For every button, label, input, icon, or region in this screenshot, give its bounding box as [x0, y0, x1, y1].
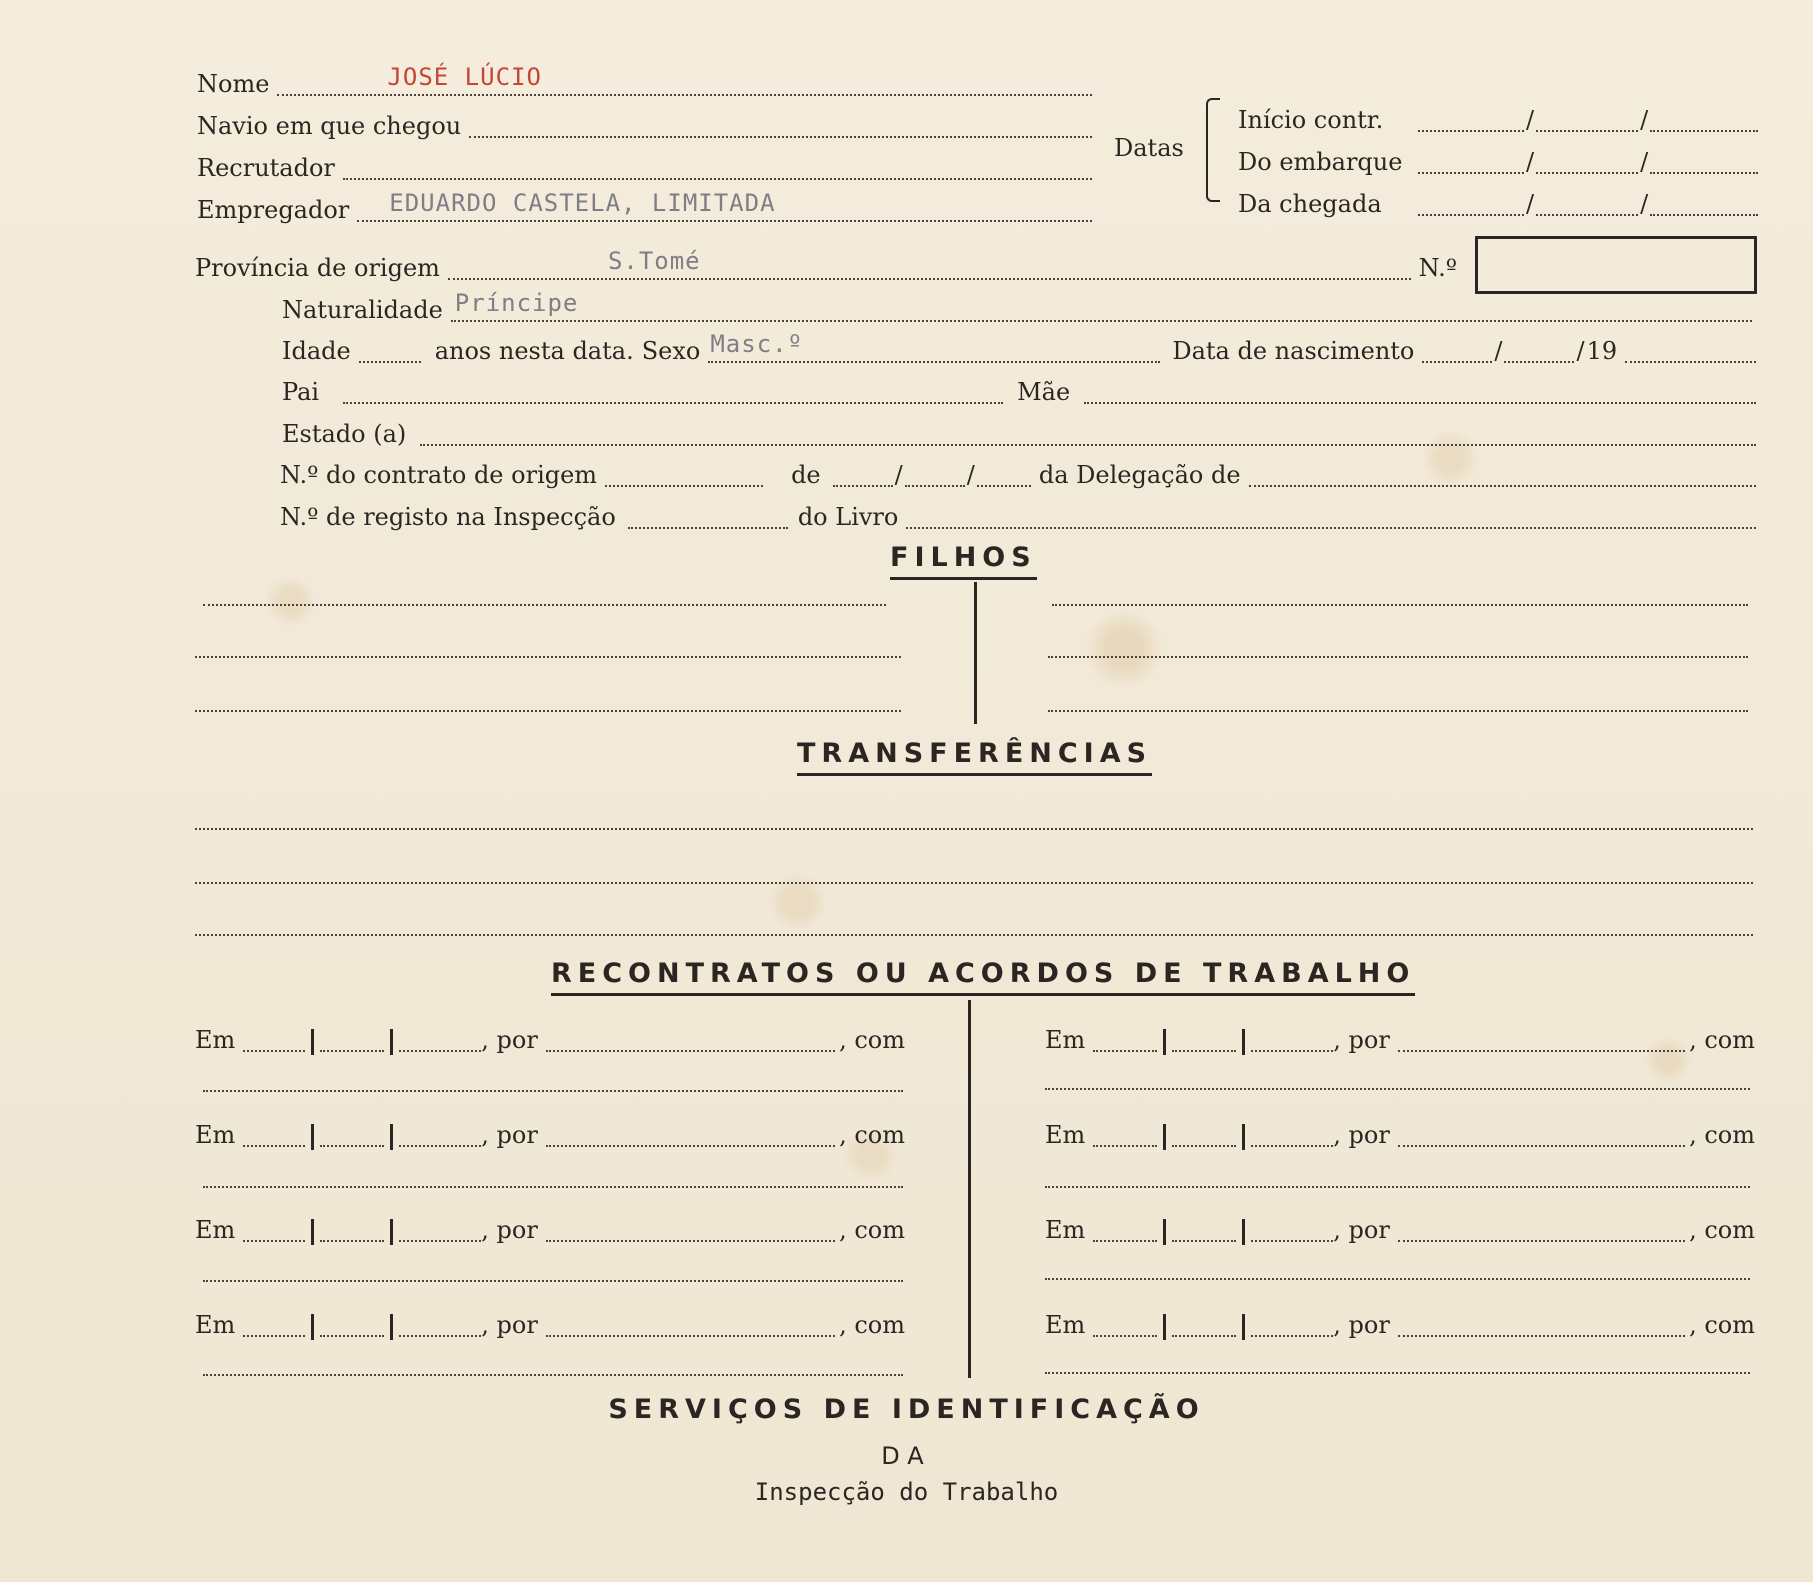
- recontrato-left-1-line[interactable]: [203, 1090, 903, 1092]
- empregador-value: EDUARDO CASTELA, LIMITADA: [389, 189, 776, 217]
- datas-inicio-day[interactable]: [1418, 100, 1524, 132]
- footer-da: DA: [881, 1442, 932, 1470]
- recrutador-row: [197, 148, 1092, 183]
- empregador-label: Empregador: [197, 196, 350, 224]
- sexo-label: Sexo: [641, 337, 701, 365]
- nome-value: JOSÉ LÚCIO: [387, 63, 542, 91]
- registo-label: N.º de registo na Inspecção: [280, 503, 616, 531]
- contrato-de-label: de: [791, 461, 821, 489]
- contrato-field[interactable]: [605, 455, 763, 487]
- recontrato-right-4: Em , por , com: [1045, 1305, 1755, 1340]
- em-day-field[interactable]: [1093, 1020, 1157, 1052]
- filhos-heading: FILHOS: [890, 542, 1037, 580]
- navio-row: [197, 106, 1092, 141]
- footer-inspeccao: Inspecção do Trabalho: [754, 1478, 1059, 1506]
- em-day-field[interactable]: [243, 1115, 305, 1147]
- datas-embarque-row: Do embarque / /: [1238, 142, 1758, 177]
- por-field[interactable]: [546, 1210, 835, 1242]
- em-month-field[interactable]: [1172, 1305, 1236, 1337]
- contrato-day[interactable]: [833, 455, 893, 487]
- provincia-value: S.Tomé: [607, 247, 701, 275]
- filhos-divider: [974, 582, 977, 724]
- transferencias-line-3[interactable]: [195, 934, 1753, 936]
- filhos-line-right-3[interactable]: [1048, 710, 1748, 712]
- em-month-field[interactable]: [1172, 1210, 1236, 1242]
- recontrato-right-2: Em , por , com: [1045, 1115, 1755, 1150]
- por-field[interactable]: [546, 1020, 835, 1052]
- em-month-field[interactable]: [1172, 1020, 1236, 1052]
- recontrato-left-4-line[interactable]: [203, 1374, 903, 1376]
- datas-embarque-year[interactable]: [1650, 142, 1758, 174]
- datas-embarque-label: Do embarque: [1238, 148, 1403, 176]
- datas-inicio-month[interactable]: [1536, 100, 1638, 132]
- filhos-line-left-1[interactable]: [203, 604, 886, 606]
- em-day-field[interactable]: [243, 1305, 305, 1337]
- datas-chegada-row: Da chegada / /: [1238, 184, 1758, 219]
- filhos-line-right-1[interactable]: [1052, 604, 1748, 606]
- empregador-field[interactable]: [357, 190, 1092, 222]
- naturalidade-row: [282, 290, 1752, 325]
- anos-label: anos nesta data.: [434, 337, 634, 365]
- navio-field[interactable]: [469, 106, 1092, 138]
- delegacao-field[interactable]: [1249, 455, 1756, 487]
- nascimento-month[interactable]: [1504, 331, 1574, 363]
- naturalidade-label: Naturalidade: [282, 296, 443, 324]
- nome-label: Nome: [197, 70, 270, 98]
- datas-inicio-year[interactable]: [1650, 100, 1758, 132]
- em-year-field[interactable]: [1251, 1305, 1333, 1337]
- registo-field[interactable]: [628, 497, 788, 529]
- recontrato-left-3: Em , por , com: [195, 1210, 905, 1245]
- empregador-row: [197, 190, 1092, 225]
- filhos-line-right-2[interactable]: [1048, 656, 1748, 658]
- footer-title: SERVIÇOS DE IDENTIFICAÇÃO: [608, 1394, 1205, 1425]
- nome-field[interactable]: [277, 64, 1092, 96]
- idade-label: Idade: [282, 337, 351, 365]
- recontrato-left-2-line[interactable]: [203, 1186, 903, 1188]
- datas-inicio-row: Início contr. / /: [1238, 100, 1758, 135]
- livro-field[interactable]: [906, 497, 1756, 529]
- datas-label: Datas: [1114, 134, 1184, 162]
- em-year-field[interactable]: [399, 1305, 481, 1337]
- pai-field[interactable]: [343, 372, 1003, 404]
- estado-row: [282, 414, 1756, 449]
- numero-box[interactable]: [1475, 236, 1757, 294]
- por-field[interactable]: [1398, 1210, 1685, 1242]
- mae-field[interactable]: [1084, 372, 1756, 404]
- naturalidade-field[interactable]: [451, 290, 1752, 322]
- pais-row: [282, 372, 1756, 407]
- nascimento-year-prefix: 19: [1586, 337, 1618, 365]
- por-field[interactable]: [1398, 1020, 1685, 1052]
- em-day-field[interactable]: [1093, 1305, 1157, 1337]
- registo-row: [280, 497, 1756, 532]
- estado-field[interactable]: [420, 414, 1756, 446]
- em-year-field[interactable]: [399, 1115, 481, 1147]
- nascimento-year[interactable]: [1625, 331, 1756, 363]
- livro-label: do Livro: [797, 503, 899, 531]
- recontrato-right-2-line[interactable]: [1045, 1186, 1750, 1188]
- recontrato-right-3: Em , por , com: [1045, 1210, 1755, 1245]
- idade-row: Idade anos nesta data. Sexo Masc.º Data de nascimento / / 19: [282, 331, 1756, 366]
- filhos-line-left-2[interactable]: [195, 656, 901, 658]
- recontrato-right-1: Em , por , com: [1045, 1020, 1755, 1055]
- em-day-field[interactable]: [243, 1020, 305, 1052]
- transferencias-line-1[interactable]: [195, 828, 1753, 830]
- numero-label: N.º: [1418, 254, 1457, 282]
- em-year-field[interactable]: [1251, 1210, 1333, 1242]
- navio-label: Navio em que chegou: [197, 112, 462, 140]
- datas-chegada-label: Da chegada: [1238, 190, 1382, 218]
- transferencias-heading: TRANSFERÊNCIAS: [797, 738, 1152, 776]
- sexo-field[interactable]: [708, 331, 1160, 363]
- em-year-field[interactable]: [399, 1210, 481, 1242]
- recontrato-right-1-line[interactable]: [1045, 1088, 1750, 1090]
- idade-field[interactable]: [359, 331, 421, 363]
- datas-chegada-month[interactable]: [1536, 184, 1638, 216]
- recontrato-left-2: Em , por , com: [195, 1115, 905, 1150]
- por-field[interactable]: [546, 1115, 835, 1147]
- em-month-field[interactable]: [320, 1210, 384, 1242]
- recontrato-left-1: Em , por , com: [195, 1020, 905, 1055]
- pai-label: Pai: [282, 378, 320, 406]
- datas-chegada-year[interactable]: [1650, 184, 1758, 216]
- transferencias-line-2[interactable]: [195, 882, 1753, 884]
- estado-label: Estado (a): [282, 420, 407, 448]
- provincia-label: Província de origem: [195, 254, 440, 282]
- naturalidade-value: Príncipe: [454, 289, 579, 317]
- por-field[interactable]: [1398, 1305, 1685, 1337]
- nascimento-label: Data de nascimento: [1172, 337, 1415, 365]
- contrato-year[interactable]: [977, 455, 1031, 487]
- mae-label: Mãe: [1017, 378, 1071, 406]
- recrutador-label: Recrutador: [197, 154, 335, 182]
- sexo-value: Masc.º: [710, 330, 804, 358]
- em-month-field[interactable]: [320, 1020, 384, 1052]
- datas-inicio-label: Início contr.: [1238, 106, 1384, 134]
- recontrato-right-4-line[interactable]: [1045, 1372, 1750, 1374]
- recontratos-heading: RECONTRATOS OU ACORDOS DE TRABALHO: [551, 958, 1415, 996]
- contrato-label: N.º do contrato de origem: [280, 461, 598, 489]
- recontratos-divider: [968, 1000, 971, 1378]
- contrato-month[interactable]: [905, 455, 965, 487]
- recrutador-field[interactable]: [343, 148, 1092, 180]
- provincia-row: [195, 248, 1465, 283]
- em-day-field[interactable]: [1093, 1210, 1157, 1242]
- em-year-field[interactable]: [399, 1020, 481, 1052]
- em-year-field[interactable]: [1251, 1115, 1333, 1147]
- em-month-field[interactable]: [1172, 1115, 1236, 1147]
- contrato-row: N.º do contrato de origem de / / da Delegação de: [280, 455, 1756, 490]
- por-field[interactable]: [1398, 1115, 1685, 1147]
- datas-brace: [1206, 98, 1220, 202]
- recontrato-left-4: Em , por , com: [195, 1305, 905, 1340]
- em-year-field[interactable]: [1251, 1020, 1333, 1052]
- delegacao-label: da Delegação de: [1038, 461, 1241, 489]
- por-field[interactable]: [546, 1305, 835, 1337]
- datas-chegada-day[interactable]: [1418, 184, 1524, 216]
- em-day-field[interactable]: [243, 1210, 305, 1242]
- provincia-field[interactable]: [448, 248, 1411, 280]
- datas-embarque-month[interactable]: [1536, 142, 1638, 174]
- recontrato-left-3-line[interactable]: [203, 1280, 903, 1282]
- em-month-field[interactable]: [320, 1115, 384, 1147]
- nascimento-day[interactable]: [1422, 331, 1492, 363]
- recontrato-right-3-line[interactable]: [1045, 1278, 1750, 1280]
- em-month-field[interactable]: [320, 1305, 384, 1337]
- filhos-line-left-3[interactable]: [195, 710, 901, 712]
- datas-embarque-day[interactable]: [1418, 142, 1524, 174]
- nome-row: [197, 64, 1092, 99]
- em-day-field[interactable]: [1093, 1115, 1157, 1147]
